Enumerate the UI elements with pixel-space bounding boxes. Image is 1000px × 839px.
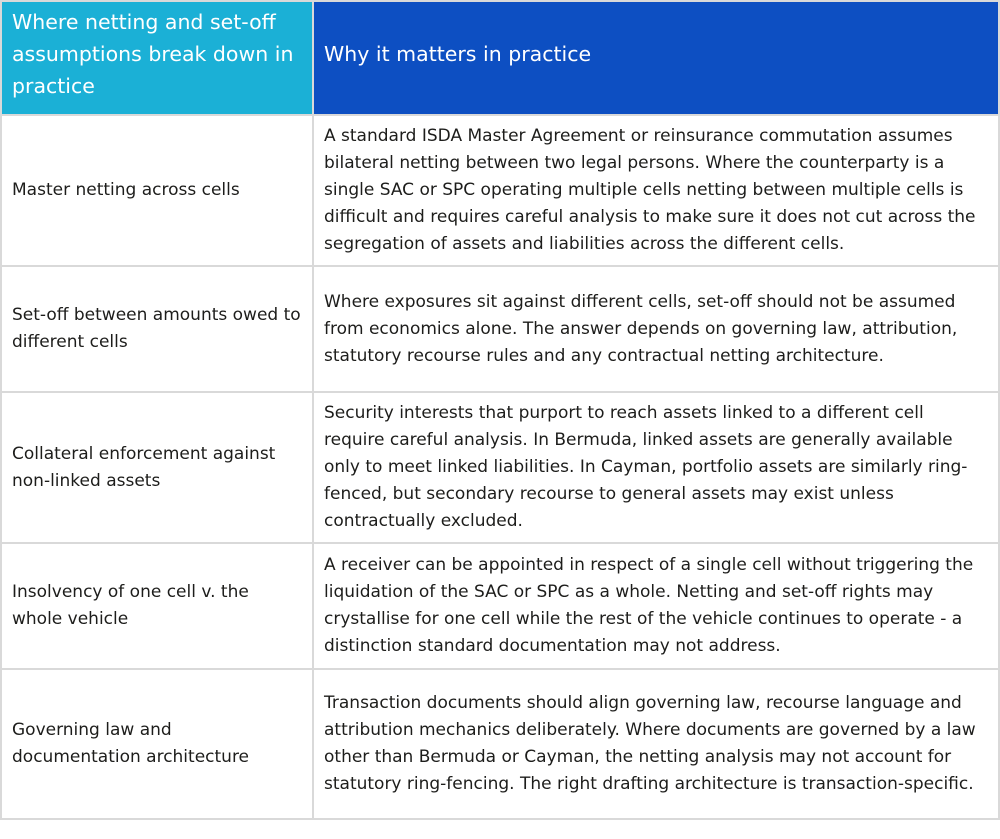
row-explanation: Where exposures sit against different cells, set-off should not be assumed from economics alone. The answer depends on governing law, attribution, statutory recourse rules and any contractual netting architecture. xyxy=(313,266,999,392)
table-row xyxy=(1,669,999,819)
row-issue: Governing law and documentation architecture xyxy=(1,669,313,819)
row-issue: Insolvency of one cell v. the whole vehicle xyxy=(1,543,313,669)
row-issue: Collateral enforcement against non-linked assets xyxy=(1,392,313,543)
header-issue: Where netting and set-off assumptions break down in practice xyxy=(1,1,313,115)
row-explanation: Security interests that purport to reach assets linked to a different cell require careful analysis. In Bermuda, linked assets are generally available only to meet linked liabilities. In Cayman, portfolio assets are similarly ring-fenced, but secondary recourse to general assets may exist unless contractually excluded. xyxy=(313,392,999,543)
header-why-it-matters: Why it matters in practice xyxy=(313,1,999,115)
table-row xyxy=(1,115,999,266)
table-row xyxy=(1,543,999,669)
row-issue: Master netting across cells xyxy=(1,115,313,266)
row-issue: Set-off between amounts owed to different cells xyxy=(1,266,313,392)
row-explanation: Transaction documents should align governing law, recourse language and attribution mechanics deliberately. Where documents are governed by a law other than Bermuda or Cayman, the netting analysis may not account for statutory ring-fencing. The right drafting architecture is transaction-specific. xyxy=(313,669,999,819)
table-row xyxy=(1,266,999,392)
row-explanation: A standard ISDA Master Agreement or reinsurance commutation assumes bilateral netting between two legal persons. Where the counterparty is a single SAC or SPC operating multiple cells netting between multiple cells is difficult and requires careful analysis to make sure it does not cut across the segregation of assets and liabilities across the different cells. xyxy=(313,115,999,266)
table-header-row xyxy=(1,1,999,115)
row-explanation: A receiver can be appointed in respect of a single cell without triggering the liquidation of the SAC or SPC as a whole. Netting and set-off rights may crystallise for one cell while the rest of the vehicle continues to operate - a distinction standard documentation may not address. xyxy=(313,543,999,669)
table-row xyxy=(1,392,999,543)
